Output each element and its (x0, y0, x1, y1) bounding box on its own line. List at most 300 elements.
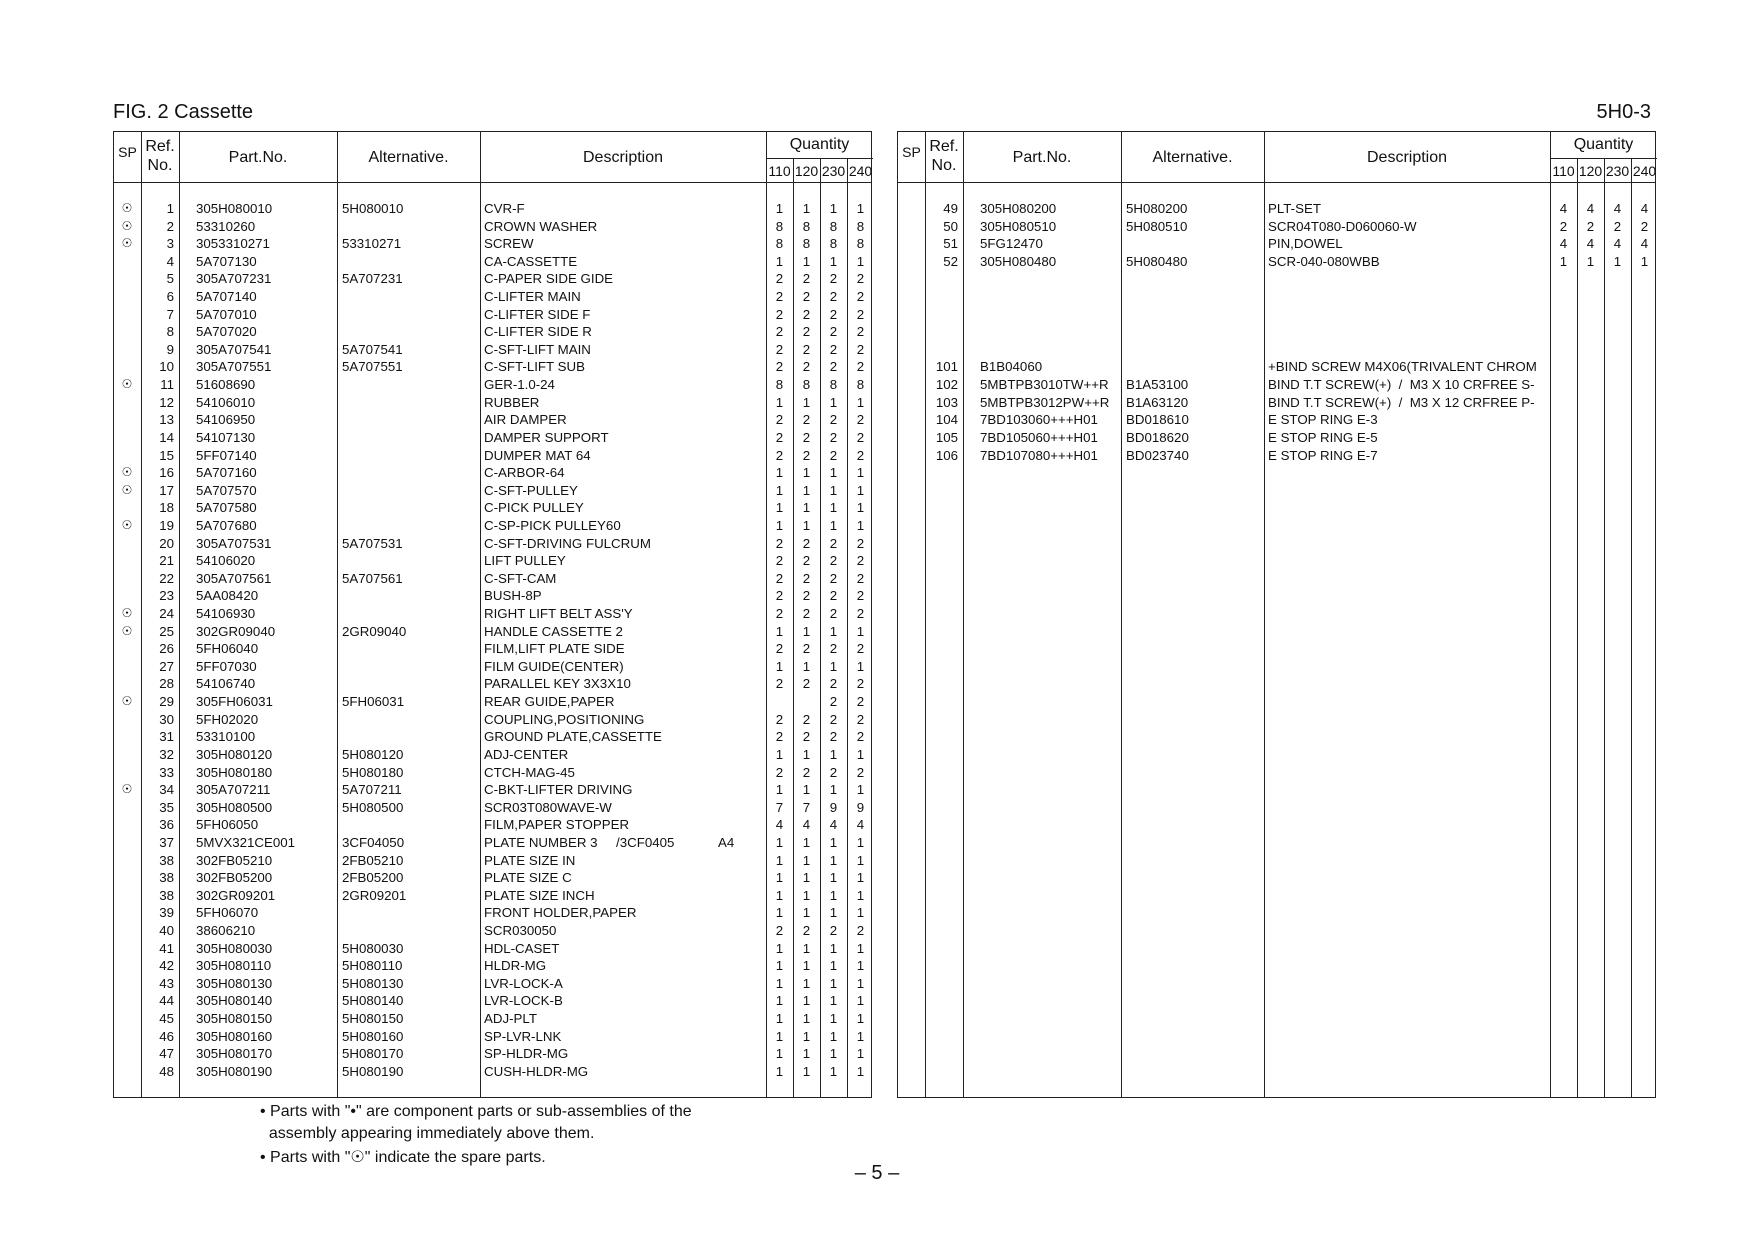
part-no-cell: 51608690 (196, 377, 256, 393)
qty-120-cell: 1 (802, 482, 811, 498)
spare-part-icon: ☉ (121, 482, 133, 497)
ref-no-cell: 102 (935, 377, 958, 393)
ref-no-cell: 45 (159, 1011, 174, 1027)
ref-no-cell: 2 (166, 218, 174, 234)
qty-120-cell: 2 (802, 341, 811, 357)
qty-120-cell: 1 (802, 1011, 811, 1027)
qty-230-cell: 1 (829, 940, 838, 956)
alternative-cell: BD018620 (1126, 429, 1189, 445)
qty-240-cell: 1 (856, 623, 865, 639)
table-row (114, 482, 871, 500)
footnote-component-parts: • Parts with "•" are component parts or sub-assemblies of the (260, 1103, 692, 1120)
qty-230-cell: 2 (829, 553, 838, 569)
table-row (114, 270, 871, 288)
part-no-cell: 305H080110 (196, 958, 272, 974)
table-row (114, 658, 871, 676)
part-no-cell: 305H080010 (196, 201, 273, 216)
qty-240-cell: 1 (856, 887, 865, 903)
qty-120-cell: 2 (802, 676, 811, 692)
part-no-cell: 54106010 (196, 394, 256, 410)
qty-240-cell: 1 (856, 940, 865, 956)
description-cell: REAR GUIDE,PAPER (484, 694, 615, 710)
qty-120-cell: 1 (802, 958, 811, 974)
qty-230-cell: 1 (829, 746, 838, 762)
description-cell: FRONT HOLDER,PAPER (484, 905, 637, 921)
table-row (114, 799, 871, 817)
ref-no-cell: 38 (159, 887, 174, 903)
part-no-cell: 5A707010 (196, 306, 257, 322)
qty-230-cell: 2 (829, 271, 838, 287)
description-cell: PLATE SIZE INCH (484, 887, 595, 903)
part-no-cell: 54106020 (196, 553, 256, 569)
part-no-cell: 7BD107080+++H01 (980, 447, 1098, 463)
alternative-cell: 5H080510 (1126, 218, 1188, 234)
qty-240-cell: 1 (856, 517, 865, 533)
alternative-cell: 5H080150 (342, 1011, 404, 1027)
table-row (114, 746, 871, 764)
qty-230-cell: 1 (829, 517, 838, 533)
qty-230-cell: 1 (829, 1063, 838, 1079)
ref-no-cell: 103 (935, 394, 958, 410)
qty-120-cell: 2 (802, 535, 811, 551)
part-no-cell: 305H080500 (196, 799, 273, 815)
qty-230-cell: 2 (829, 764, 838, 780)
ref-no-cell: 1 (166, 201, 174, 216)
description-cell: PIN,DOWEL (1268, 236, 1343, 252)
qty-110-cell: 2 (775, 606, 784, 622)
table-row (114, 464, 871, 482)
ref-no-cell: 14 (159, 429, 174, 445)
table-row (898, 288, 1655, 306)
qty-230-cell: 2 (829, 289, 838, 305)
alternative-cell: 53310271 (342, 236, 402, 252)
ref-no-cell: 9 (166, 341, 174, 357)
spare-part-icon: ☉ (121, 201, 133, 215)
ref-no-cell: 31 (159, 729, 174, 745)
qty-120-cell: 2 (1586, 218, 1595, 234)
qty-230-cell: 4 (829, 817, 838, 833)
qty-240-cell: 1 (856, 253, 865, 269)
description-cell: BIND T.T SCREW(+) / M3 X 12 CRFREE P- (1268, 394, 1535, 410)
qty-110-cell: 2 (775, 711, 784, 727)
qty-110-cell: 2 (775, 429, 784, 445)
part-no-cell: 305H080140 (196, 993, 273, 1009)
qty-110-cell: 1 (775, 940, 784, 956)
ref-no-cell: 7 (166, 306, 174, 322)
ref-no-cell: 101 (935, 359, 958, 375)
qty-110-cell: 2 (775, 570, 784, 586)
alternative-cell: 2FB05200 (342, 870, 404, 886)
ref-no-cell: 26 (159, 641, 174, 657)
part-no-cell: 305A707231 (196, 271, 272, 287)
qty-230-cell: 4 (1613, 236, 1622, 252)
qty-120-cell: 1 (802, 834, 811, 850)
qty-110-cell: 2 (775, 676, 784, 692)
header-ref-no: Ref. No. (145, 138, 175, 175)
description-cell: CTCH-MAG-45 (484, 764, 575, 780)
qty-110-cell: 2 (775, 588, 784, 604)
qty-120-cell: 1 (802, 658, 811, 674)
qty-120-cell: 4 (1586, 201, 1595, 216)
qty-230-cell: 2 (829, 694, 838, 710)
footnote-assembly: assembly appearing immediately above them. (260, 1125, 595, 1142)
table-row (114, 940, 871, 958)
qty-240-cell: 2 (1640, 218, 1649, 234)
description-cell: LVR-LOCK-B (484, 993, 563, 1009)
qty-110-cell: 2 (775, 359, 784, 375)
part-no-cell: 5MBTPB3012PW++R (980, 394, 1110, 410)
alternative-cell: 5A707531 (342, 535, 403, 551)
right-rows (898, 200, 1655, 464)
qty-120-cell: 8 (802, 218, 811, 234)
qty-120-cell: 1 (802, 517, 811, 533)
ref-no-cell: 22 (159, 570, 174, 586)
qty-230-cell: 1 (829, 394, 838, 410)
alternative-cell: 2FB05210 (342, 852, 404, 868)
part-no-cell: 302FB05200 (196, 870, 273, 886)
table-row (114, 394, 871, 412)
qty-110-cell: 2 (775, 324, 784, 340)
part-no-cell: 305H080480 (980, 253, 1057, 269)
table-row (114, 887, 871, 905)
table-row (114, 852, 871, 870)
part-no-cell: 305FH06031 (196, 694, 273, 710)
description-cell: DUMPER MAT 64 (484, 447, 591, 463)
table-row (898, 270, 1655, 288)
qty-120-cell: 2 (802, 588, 811, 604)
ref-no-cell: 4 (166, 253, 174, 269)
part-no-cell: 5A707570 (196, 482, 257, 498)
qty-120-cell: 1 (802, 201, 811, 216)
description-cell: DAMPER SUPPORT (484, 429, 609, 445)
header-quantity: Quantity (1573, 136, 1634, 153)
part-no-cell: 54106950 (196, 412, 256, 428)
description-cell: SCREW (484, 236, 534, 252)
description-cell: COUPLING,POSITIONING (484, 711, 645, 727)
qty-120-cell: 1 (802, 1028, 811, 1044)
qty-230-cell: 2 (829, 324, 838, 340)
description-cell: C-SFT-CAM (484, 570, 557, 586)
qty-240-cell: 1 (856, 482, 865, 498)
qty-110-cell: 2 (775, 535, 784, 551)
qty-230-cell: 8 (829, 218, 838, 234)
ref-no-cell: 33 (159, 764, 174, 780)
ref-no-cell: 29 (159, 694, 174, 710)
description-cell: LVR-LOCK-A (484, 975, 563, 991)
table-row (114, 675, 871, 693)
alternative-cell: 5H080480 (1126, 253, 1188, 269)
part-no-cell: 3053310271 (196, 236, 270, 252)
qty-230-cell: 1 (829, 1011, 838, 1027)
description-cell: BIND T.T SCREW(+) / M3 X 10 CRFREE S- (1268, 377, 1535, 393)
part-no-cell: 305H080510 (980, 218, 1057, 234)
qty-230-cell: 2 (829, 588, 838, 604)
part-no-cell: 53310100 (196, 729, 256, 745)
table-row (898, 376, 1655, 394)
header-alternative: Alternative. (368, 149, 449, 166)
qty-120-cell: 1 (802, 852, 811, 868)
ref-no-cell: 23 (159, 588, 174, 604)
qty-240-cell: 2 (856, 553, 865, 569)
qty-230-cell: 1 (829, 834, 838, 850)
qty-240-cell: 8 (856, 218, 865, 234)
qty-230-cell: 1 (829, 1046, 838, 1062)
header-qty-230: 230 (821, 163, 846, 179)
qty-120-cell: 1 (1586, 253, 1595, 269)
header-qty-120: 120 (1578, 163, 1603, 179)
part-no-cell: 5A707140 (196, 289, 257, 305)
qty-240-cell: 1 (856, 500, 865, 516)
header-divider (898, 182, 1655, 183)
qty-230-cell: 1 (1613, 253, 1622, 269)
alternative-cell: 2GR09040 (342, 623, 407, 639)
qty-110-cell: 1 (775, 1063, 784, 1079)
table-row (114, 587, 871, 605)
header-qty-110: 110 (768, 163, 791, 179)
qty-110-cell: 1 (775, 834, 784, 850)
part-no-cell: 5A707020 (196, 324, 257, 340)
ref-no-cell: 19 (159, 517, 174, 533)
qty-120-cell: 1 (802, 394, 811, 410)
qty-240-cell: 2 (856, 641, 865, 657)
qty-230-cell: 1 (829, 465, 838, 481)
alternative-cell: BD018610 (1126, 412, 1189, 428)
description-cell: FILM GUIDE(CENTER) (484, 658, 624, 674)
qty-240-cell: 2 (856, 711, 865, 727)
qty-240-cell: 1 (856, 782, 865, 798)
qty-240-cell: 2 (856, 676, 865, 692)
description-cell: CUSH-HLDR-MG (484, 1063, 589, 1079)
table-row (114, 869, 871, 887)
part-no-cell: 5FH06050 (196, 817, 259, 833)
part-no-cell: 5MBTPB3010TW++R (980, 377, 1109, 393)
table-row (114, 376, 871, 394)
qty-110-cell: 1 (775, 852, 784, 868)
table-row (114, 499, 871, 517)
qty-120-cell: 2 (802, 306, 811, 322)
part-no-cell: 305A707541 (196, 341, 272, 357)
header-divider (114, 182, 871, 183)
qty-230-cell: 9 (829, 799, 838, 815)
qty-110-cell: 1 (775, 253, 784, 269)
part-no-cell: 5A707160 (196, 465, 257, 481)
part-no-cell: 302GR09040 (196, 623, 276, 639)
ref-no-cell: 28 (159, 676, 174, 692)
alternative-cell: 5H080110 (342, 958, 403, 974)
qty-230-cell: 8 (829, 236, 838, 252)
alternative-cell: 5A707211 (342, 782, 402, 798)
qty-120-cell: 2 (802, 764, 811, 780)
qty-230-cell: 2 (1613, 218, 1622, 234)
table-row (114, 623, 871, 641)
description-cell: SCR04T080-D060060-W (1268, 218, 1417, 234)
description-cell: HLDR-MG (484, 958, 547, 974)
footnote-spare-parts: • Parts with "☉" indicate the spare parts. (260, 1149, 546, 1166)
qty-110-cell: 1 (775, 658, 784, 674)
qty-120-cell: 2 (802, 324, 811, 340)
header-qty-240: 240 (848, 163, 873, 179)
qty-110-cell: 2 (775, 641, 784, 657)
footnotes (260, 1101, 692, 1169)
ref-no-cell: 3 (166, 236, 174, 252)
table-row (114, 341, 871, 359)
table-row (114, 816, 871, 834)
header-quantity: Quantity (789, 136, 850, 153)
qty-110-cell: 1 (775, 482, 784, 498)
spare-part-icon: ☉ (121, 377, 133, 392)
table-row (898, 447, 1655, 465)
part-no-cell: B1B04060 (980, 359, 1043, 375)
qty-230-cell: 1 (829, 1028, 838, 1044)
alternative-cell: 5H080130 (342, 975, 404, 991)
description-cell: SCR-040-080WBB (1268, 253, 1380, 269)
qty-240-cell: 2 (856, 412, 865, 428)
qty-240-cell: 1 (856, 1011, 865, 1027)
table-row (114, 728, 871, 746)
table-row (114, 570, 871, 588)
qty-110-cell: 8 (775, 218, 784, 234)
spare-part-icon: ☉ (121, 694, 133, 709)
part-no-cell: 38606210 (196, 922, 256, 938)
qty-110-cell: 1 (775, 201, 784, 216)
alternative-cell: 5A707541 (342, 341, 403, 357)
part-no-cell: 305H080030 (196, 940, 273, 956)
description-cell: C-SFT-LIFT MAIN (484, 341, 591, 357)
qty-110-cell: 1 (775, 465, 784, 481)
qty-240-cell: 1 (856, 1046, 865, 1062)
left-rows (114, 200, 871, 1080)
qty-120-cell: 2 (802, 429, 811, 445)
ref-no-cell: 48 (159, 1063, 174, 1079)
table-row (114, 640, 871, 658)
qty-110-cell: 1 (775, 887, 784, 903)
description-cell: AIR DAMPER (484, 412, 567, 428)
qty-120-cell: 1 (802, 1046, 811, 1062)
qty-230-cell: 2 (829, 641, 838, 657)
qty-240-cell: 2 (856, 764, 865, 780)
alternative-cell: B1A63120 (1126, 394, 1189, 410)
description-cell: PLATE NUMBER 3 /3CF0405 A4 (484, 834, 735, 850)
part-no-cell: 302FB05210 (196, 852, 273, 868)
qty-240-cell: 2 (856, 588, 865, 604)
alternative-cell: 5H080120 (342, 746, 404, 762)
qty-110-cell: 1 (775, 394, 784, 410)
qty-230-cell: 2 (829, 535, 838, 551)
ref-no-cell: 25 (159, 623, 174, 639)
qty-230-cell: 2 (829, 606, 838, 622)
qty-240-cell: 1 (856, 201, 865, 216)
qty-120-cell: 2 (802, 553, 811, 569)
qty-120-cell: 2 (802, 729, 811, 745)
part-no-cell: 7BD103060+++H01 (980, 412, 1098, 428)
header-description: Description (1366, 149, 1448, 166)
part-no-cell: 305H080190 (196, 1063, 273, 1079)
qty-110-cell: 8 (775, 377, 784, 393)
qty-230-cell: 1 (829, 975, 838, 991)
ref-no-cell: 40 (159, 922, 174, 938)
qty-110-cell: 1 (775, 1046, 784, 1062)
table-row (898, 200, 1655, 218)
alternative-cell: 5FH06031 (342, 694, 405, 710)
qty-230-cell: 1 (829, 253, 838, 269)
ref-no-cell: 106 (935, 447, 958, 463)
part-no-cell: 302GR09201 (196, 887, 276, 903)
ref-no-cell: 16 (159, 465, 174, 481)
part-no-cell: 5FG12470 (980, 236, 1043, 252)
table-row (114, 200, 871, 218)
qty-240-cell: 4 (1640, 201, 1649, 216)
spare-part-icon: ☉ (121, 517, 133, 532)
table-row (898, 306, 1655, 324)
part-no-cell: 5FH06070 (196, 905, 259, 921)
description-cell: LIFT PULLEY (484, 553, 566, 569)
qty-120-cell: 1 (802, 870, 811, 886)
part-no-cell: 54106740 (196, 676, 256, 692)
ref-no-cell: 43 (159, 975, 174, 991)
qty-230-cell: 2 (829, 341, 838, 357)
description-cell: C-ARBOR-64 (484, 465, 565, 481)
qty-240-cell: 4 (1640, 236, 1649, 252)
part-no-cell: 305H080200 (980, 201, 1057, 216)
part-no-cell: 53310260 (196, 218, 256, 234)
table-row (898, 323, 1655, 341)
qty-110-cell: 1 (775, 905, 784, 921)
ref-no-cell: 51 (943, 236, 958, 252)
description-cell: C-LIFTER MAIN (484, 289, 581, 305)
description-cell: +BIND SCREW M4X06(TRIVALENT CHROM (1268, 359, 1537, 375)
qty-230-cell: 2 (829, 922, 838, 938)
qty-240-cell: 2 (856, 341, 865, 357)
ref-no-cell: 52 (943, 253, 958, 269)
description-cell: SP-HLDR-MG (484, 1046, 569, 1062)
spare-part-icon: ☉ (121, 218, 133, 233)
description-cell: HDL-CASET (484, 940, 560, 956)
qty-240-cell: 4 (856, 817, 865, 833)
description-cell: E STOP RING E-3 (1268, 412, 1378, 428)
table-row (114, 957, 871, 975)
part-no-cell: 54106930 (196, 606, 256, 622)
qty-230-cell: 1 (829, 958, 838, 974)
qty-120-cell: 1 (802, 975, 811, 991)
qty-230-cell: 1 (829, 870, 838, 886)
description-cell: GROUND PLATE,CASSETTE (484, 729, 662, 745)
header-sp: SP (902, 144, 921, 160)
qty-110-cell: 1 (775, 782, 784, 798)
header-qty-120: 120 (794, 163, 819, 179)
qty-240-cell: 1 (1640, 253, 1649, 269)
part-no-cell: 5A707680 (196, 517, 257, 533)
ref-no-cell: 47 (159, 1046, 174, 1062)
alternative-cell: 5H080030 (342, 940, 404, 956)
header-part-no: Part.No. (1012, 149, 1072, 166)
ref-no-cell: 13 (159, 412, 174, 428)
qty-110-cell: 2 (775, 553, 784, 569)
alternative-cell: 5H080500 (342, 799, 404, 815)
table-row (114, 904, 871, 922)
qty-120-cell: 1 (802, 623, 811, 639)
table-row (114, 517, 871, 535)
part-no-cell: 5AA08420 (196, 588, 259, 604)
page-number: – 5 – (854, 1162, 900, 1184)
description-cell: SP-LVR-LNK (484, 1028, 562, 1044)
qty-230-cell: 1 (829, 201, 838, 216)
ref-no-cell: 6 (166, 289, 174, 305)
ref-no-cell: 37 (159, 834, 174, 850)
description-cell: PARALLEL KEY 3X3X10 (484, 676, 631, 692)
alternative-cell: 5A707231 (342, 271, 403, 287)
qty-120-cell: 1 (802, 887, 811, 903)
qty-240-cell: 1 (856, 975, 865, 991)
